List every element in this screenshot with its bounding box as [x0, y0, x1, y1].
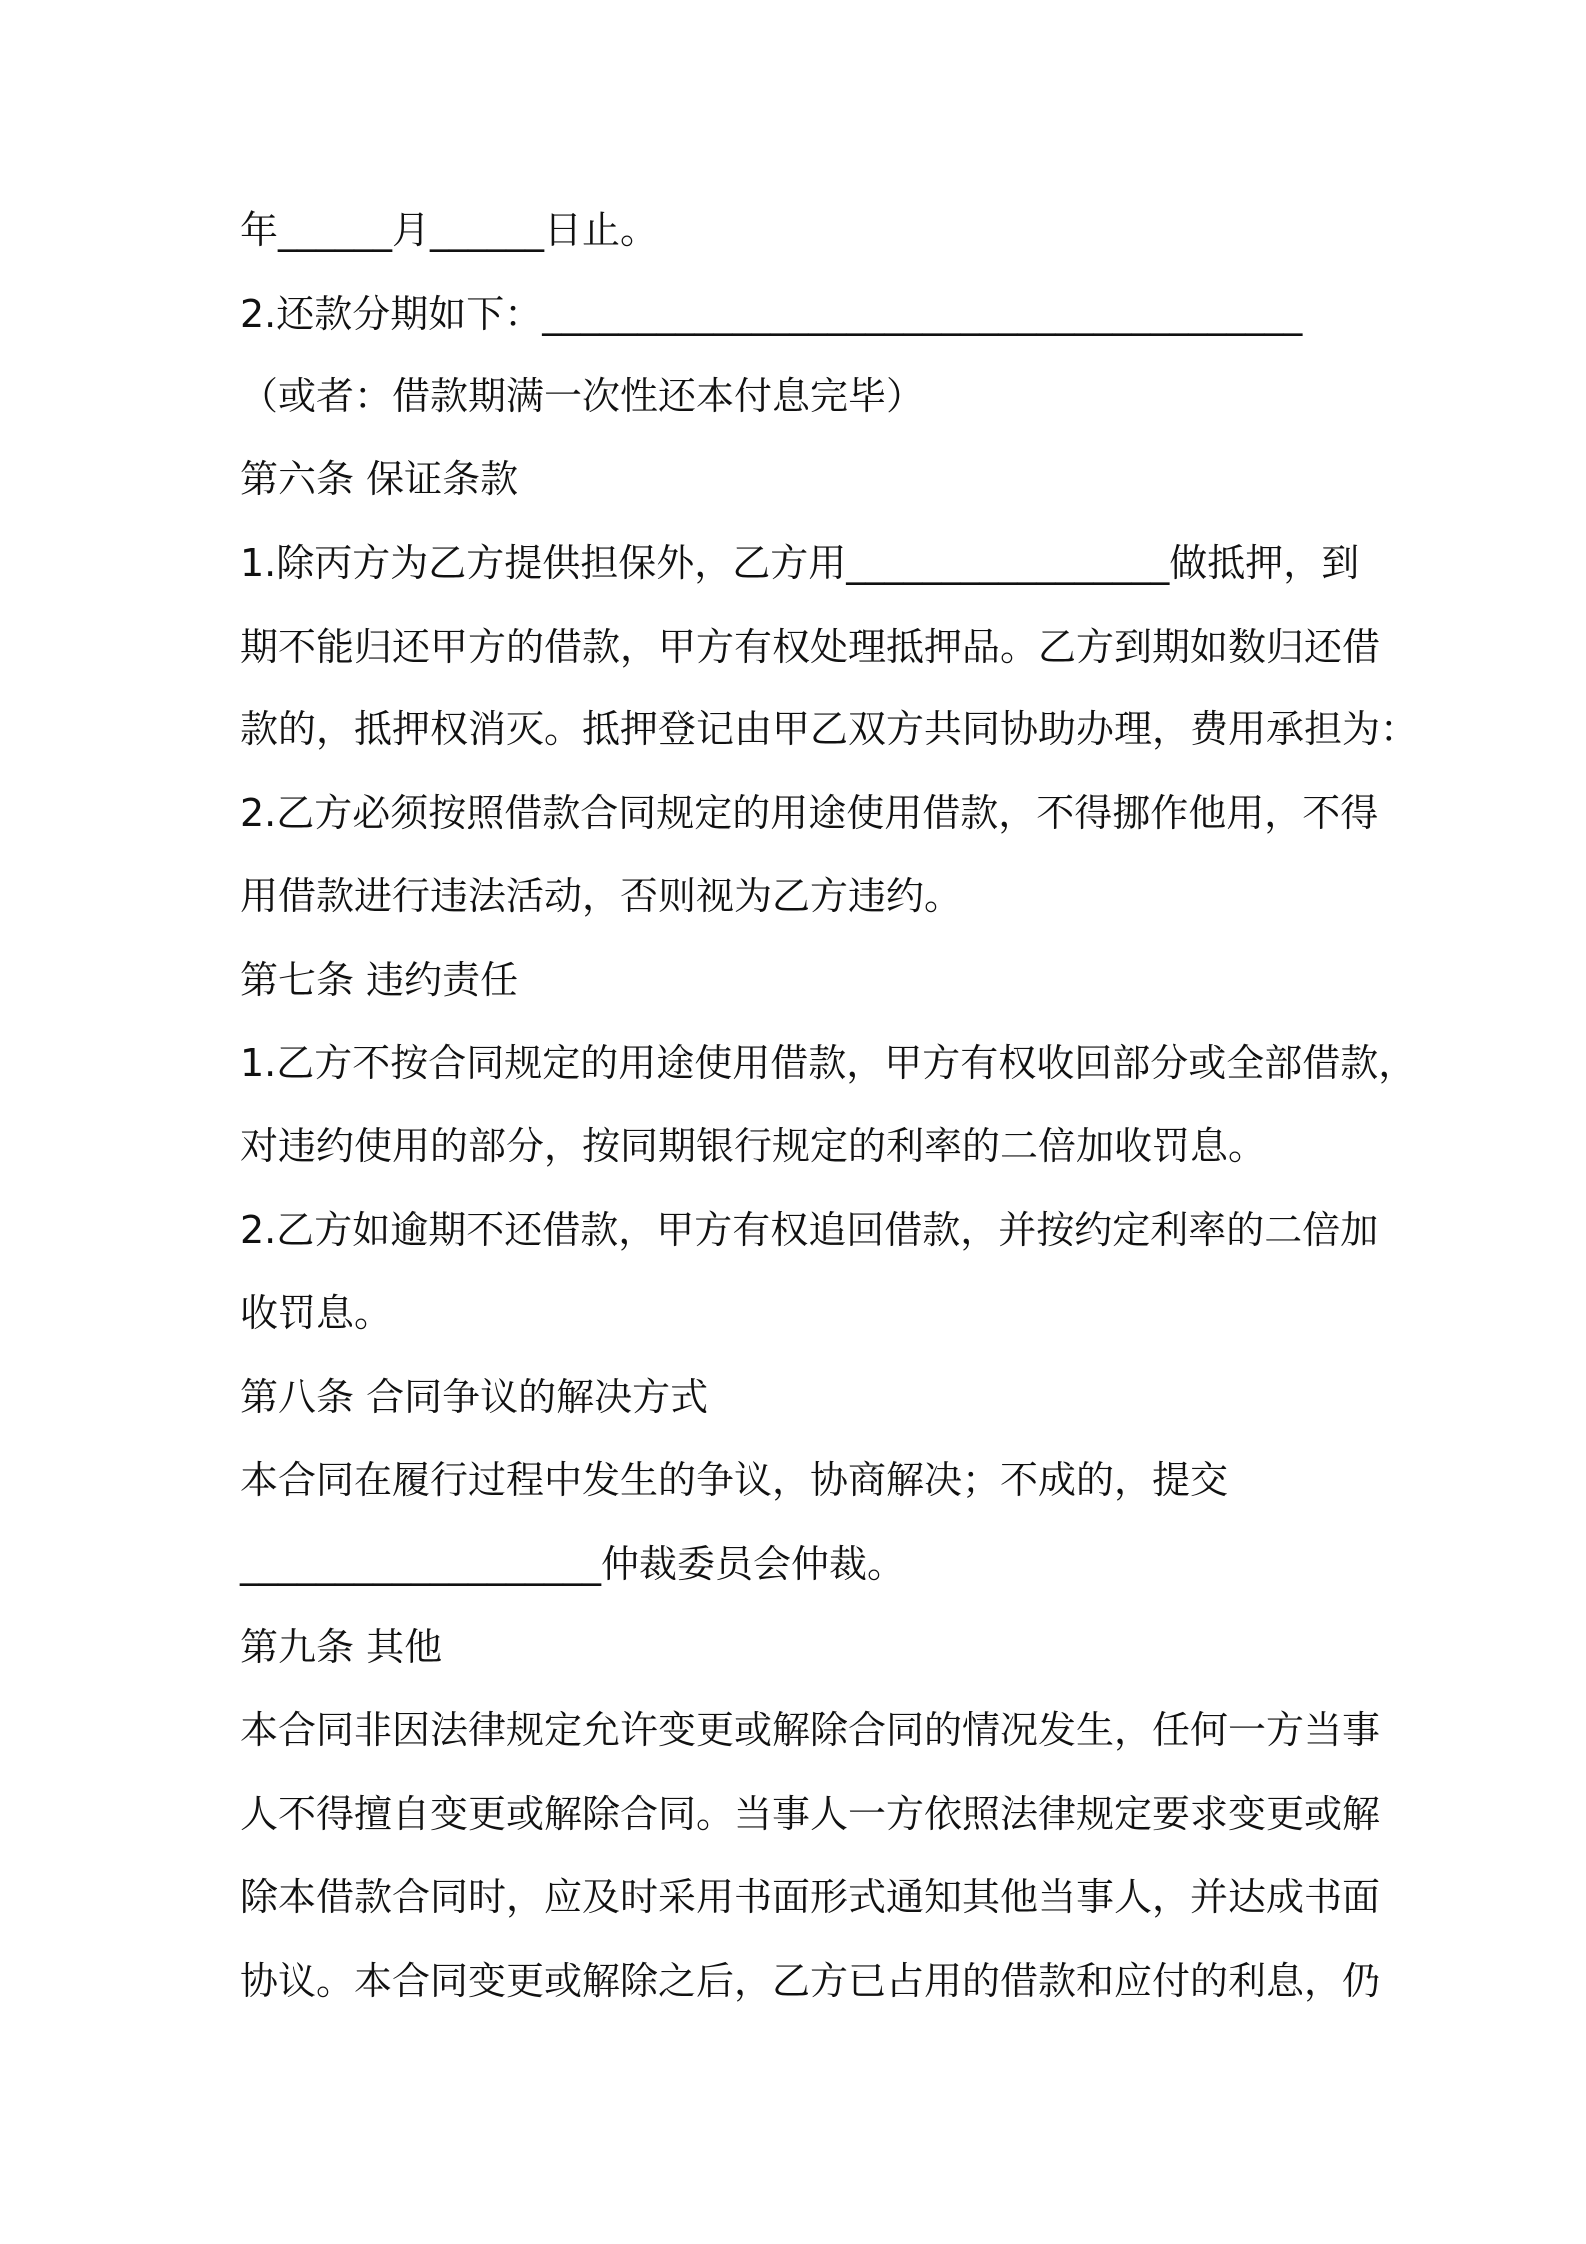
article-heading: 第七条 违约责任: [240, 958, 519, 1002]
text-line: 1.乙方不按合同规定的用途使用借款，甲方有权收回部分或全部借款，: [240, 1041, 1417, 1085]
text-line: ___________________仲裁委员会仲裁。: [240, 1542, 906, 1586]
text-line: 1.除丙方为乙方提供担保外，乙方用_________________做抵押，到: [240, 541, 1360, 585]
text-line: 对违约使用的部分，按同期银行规定的利率的二倍加收罚息。: [240, 1124, 1267, 1168]
text-line: 除本借款合同时，应及时采用书面形式通知其他当事人，并达成书面: [240, 1875, 1381, 1919]
text-line: 2.乙方必须按照借款合同规定的用途使用借款，不得挪作他用，不得: [240, 791, 1379, 835]
text-line: 本合同非因法律规定允许变更或解除合同的情况发生，任何一方当事: [240, 1708, 1381, 1752]
article-heading: 第九条 其他: [240, 1625, 443, 1669]
article-heading: 第六条 保证条款: [240, 457, 519, 501]
text-line: 2.乙方如逾期不还借款，甲方有权追回借款，并按约定利率的二倍加: [240, 1208, 1379, 1252]
text-line: （或者：借款期满一次性还本付息完毕）: [240, 374, 925, 418]
text-line: 2.还款分期如下：________________________________________: [240, 292, 1303, 336]
text-line: 本合同在履行过程中发生的争议，协商解决；不成的，提交: [240, 1458, 1229, 1502]
text-line: 期不能归还甲方的借款，甲方有权处理抵押品。乙方到期如数归还借: [240, 625, 1381, 669]
text-line: 人不得擅自变更或解除合同。当事人一方依照法律规定要求变更或解: [240, 1792, 1381, 1836]
text-line: 协议。本合同变更或解除之后，乙方已占用的借款和应付的利息，仍: [240, 1959, 1381, 2003]
article-heading: 第八条 合同争议的解决方式: [240, 1375, 709, 1419]
text-line: 款的，抵押权消灭。抵押登记由甲乙双方共同协助办理，费用承担为：: [240, 707, 1419, 751]
text-line: 用借款进行违法活动，否则视为乙方违约。: [240, 874, 963, 918]
text-line: 年______月______日止。: [240, 208, 659, 252]
text-line: 收罚息。: [240, 1291, 393, 1335]
